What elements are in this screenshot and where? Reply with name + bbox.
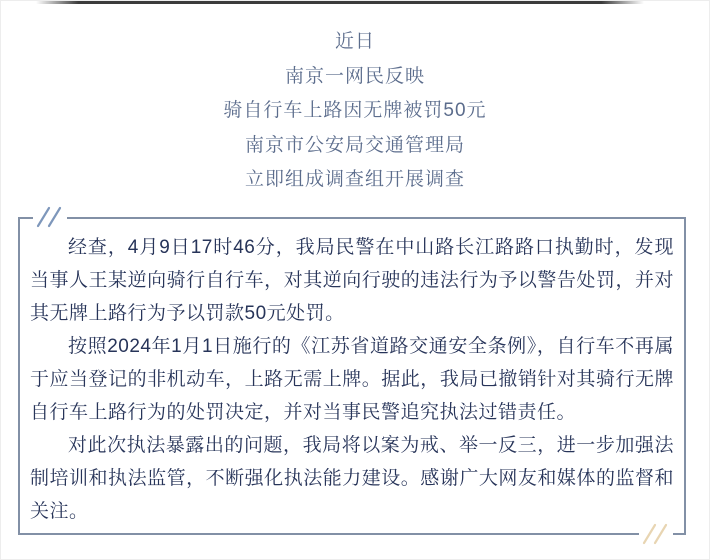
headline-block bbox=[1, 25, 709, 198]
slash-line bbox=[644, 525, 655, 543]
headline-line-3: 骑自行车上路因无牌被罚50元 bbox=[223, 100, 487, 121]
statement-box bbox=[18, 217, 686, 535]
headline-line-4: 南京市公安局交通管理局 bbox=[244, 134, 465, 156]
slash-line bbox=[38, 208, 49, 226]
double-slash-icon bbox=[639, 523, 673, 545]
headline-line-5: 立即组成调查组开展调查 bbox=[244, 169, 465, 190]
statement-paragraph-3: 对此次执法暴露出的问题，我局将以案为戒、举一反三，进一步加强法制培训和执法监管，不断强化执法能力建设。感谢广大网友和媒体的监督和关注。 bbox=[30, 435, 674, 522]
slash-line bbox=[49, 208, 60, 226]
double-slash-icon bbox=[33, 206, 67, 228]
slash-line bbox=[655, 525, 666, 543]
statement-paragraph-2: 按照2024年1月1日施行的《江苏省道路交通安全条例》，自行车不再属于应当登记的非机动车，上路无需上牌。据此，我局已撤销针对其骑行无牌自行车上路行为的处罚决定，并对当事民警追究执法过错责任。 bbox=[30, 336, 674, 423]
top-divider-bar bbox=[36, 1, 644, 4]
headline-line-1: 近日 bbox=[334, 31, 375, 52]
headline-line-2: 南京一网民反映 bbox=[284, 65, 425, 87]
statement-paragraph-1: 经查，4月9日17时46分，我局民警在中山路长江路路口执勤时，发现当事人王某逆向骑行自行车，对其逆向行驶的违法行为予以警告处罚，并对其无牌上路行为予以罚款50元处罚。 bbox=[30, 237, 674, 324]
